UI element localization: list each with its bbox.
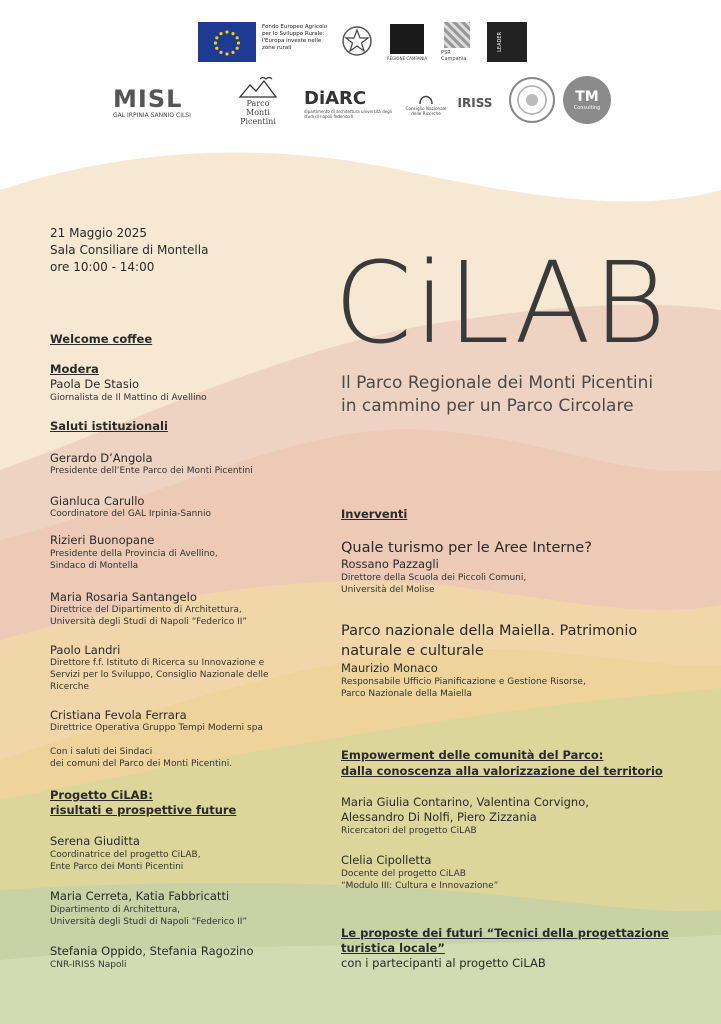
emblem-icon — [340, 24, 374, 60]
eu-stars-icon — [207, 27, 247, 57]
regione-label: REGIONE CAMPANIA — [386, 55, 428, 61]
psr-pattern-icon — [444, 22, 470, 48]
parco-word: Parco — [246, 98, 270, 108]
speaker-name: Maurizio Monaco — [341, 661, 438, 675]
psr-campania-logo — [441, 22, 473, 62]
empowerment-heading: Empowerment delle comunità del Parco: — [341, 748, 604, 762]
speaker-role: Direttrice Operativa Gruppo Tempi Moderni spa — [50, 723, 263, 733]
speaker-role: Direttrice del Dipartimento di Architettura, — [50, 605, 242, 615]
gal-logo — [113, 82, 213, 122]
speaker-role: Coordinatrice del progetto CiLAB, — [50, 850, 201, 860]
subtitle-line-2: in cammino per un Parco Circolare — [341, 396, 634, 416]
interventi-heading: Inverventi — [341, 507, 408, 521]
speaker-role: Università degli Studi di Napoli “Federico II” — [50, 917, 248, 927]
speaker-role: Università degli Studi di Napoli “Federico II” — [50, 617, 248, 627]
speaker-role: Università del Molise — [341, 585, 435, 595]
event-date: 21 Maggio 2025 — [50, 226, 148, 240]
proposte-heading: Le proposte dei futuri “Tecnici della progettazione — [341, 926, 669, 940]
subtitle-line-1: Il Parco Regionale dei Monti Picentini — [341, 373, 654, 393]
speaker-name: Rizieri Buonopane — [50, 533, 155, 547]
iriss-wordmark: IRISS — [457, 96, 493, 110]
iriss-logo — [452, 86, 498, 120]
speaker-role: Responsabile Ufficio Pianificazione e Gestione Risorse, — [341, 677, 586, 687]
event-venue: Sala Consiliare di Montella — [50, 243, 209, 257]
parco-picentini-word: Picentini — [240, 116, 276, 126]
speaker-role: Presidente della Provincia di Avellino, — [50, 549, 218, 559]
cnr-icon — [417, 90, 435, 106]
moderator-role: Giornalista de Il Mattino di Avellino — [50, 393, 207, 403]
cnr-label: Consiglio Nazionale delle Ricerche — [405, 106, 447, 116]
speaker-role: Docente del progetto CiLAB — [341, 869, 466, 879]
diarc-logo — [304, 84, 396, 124]
parco-monti-word: Monti — [246, 107, 270, 117]
welcome-coffee-heading: Welcome coffee — [50, 332, 153, 346]
modera-heading: Modera — [50, 362, 99, 376]
saluti-heading: Saluti istituzionali — [50, 419, 168, 433]
subtitle — [341, 372, 653, 418]
leader-label: LEADER — [497, 32, 503, 52]
proposte-heading: turistica locale” — [341, 941, 445, 955]
speaker-role: Parco Nazionale della Maiella — [341, 689, 472, 699]
speaker-name: Maria Rosaria Santangelo — [50, 590, 197, 604]
speaker-name: Stefania Oppido, Stefania Ragozino — [50, 944, 254, 958]
talk-title: Quale turismo per le Aree Interne? — [341, 540, 592, 556]
regione-shield-icon — [390, 24, 424, 54]
event-time: ore 10:00 - 14:00 — [50, 260, 155, 274]
speaker-name: Serena Giuditta — [50, 834, 140, 848]
gal-wordmark: MISL — [113, 84, 183, 113]
empowerment-heading: dalla conoscenza alla valorizzazione del territorio — [341, 764, 663, 778]
speaker-role: Coordinatore del GAL Irpinia-Sannio — [50, 509, 212, 519]
round-seal-logo — [508, 76, 556, 124]
speaker-name: Gianluca Carullo — [50, 494, 145, 508]
parco-monti-picentini-logo — [227, 72, 289, 128]
gal-subtitle: GAL IRPINIA SANNIO CILSI — [113, 111, 191, 119]
main-title: CiLAB — [334, 239, 669, 369]
diarc-wordmark: DiARC — [304, 88, 367, 109]
speaker-role: Servizi per lo Sviluppo, Consiglio Nazionale delle — [50, 670, 269, 680]
speaker-name: Gerardo D’Angola — [50, 451, 153, 465]
psr-label: PSR Campania — [441, 50, 467, 62]
talk-title: Parco nazionale della Maiella. Patrimonio — [341, 623, 638, 639]
seal-icon — [508, 76, 556, 124]
speaker-role: Ricercatori del progetto CiLAB — [341, 826, 477, 836]
speaker-name: Rossano Pazzagli — [341, 557, 439, 571]
speaker-role: Dipartimento di Architettura, — [50, 905, 181, 915]
tm-subtitle: Consulting — [573, 104, 601, 111]
speaker-name: Cristiana Fevola Ferrara — [50, 708, 187, 722]
proposte-note: con i partecipanti al progetto CiLAB — [341, 956, 546, 970]
sindaci-line: dei comuni del Parco dei Monti Picentini. — [50, 759, 233, 769]
speaker-name: Alessandro Di Nolfi, Piero Zizzania — [341, 810, 537, 824]
sindaci-line: Con i saluti dei Sindaci — [50, 747, 153, 757]
tm-consulting-logo — [563, 76, 611, 124]
speaker-role: Ente Parco dei Monti Picentini — [50, 862, 184, 872]
speaker-role: Presidente dell’Ente Parco dei Monti Picentini — [50, 466, 253, 476]
speaker-name: Clelia Cipolletta — [341, 853, 432, 867]
cnr-logo — [404, 84, 448, 122]
leader-logo — [487, 22, 527, 62]
speaker-name: Maria Cerreta, Katia Fabbricatti — [50, 889, 230, 903]
speaker-role: “Modulo III: Cultura e Innovazione” — [341, 881, 499, 891]
moderator-name: Paola De Stasio — [50, 377, 140, 391]
speaker-name: Maria Giulia Contarino, Valentina Corvigno, — [341, 795, 589, 809]
progetto-heading: risultati e prospettive future — [50, 803, 237, 817]
speaker-name: Paolo Landri — [50, 643, 121, 657]
talk-title: naturale e culturale — [341, 643, 484, 659]
speaker-role: Direttore f.f. Istituto di Ricerca su Innovazione e — [50, 658, 265, 668]
tm-wordmark: TM — [575, 88, 599, 105]
speaker-role: Direttore della Scuola dei Piccoli Comuni, — [341, 573, 527, 583]
feasr-text: Fondo Europeo Agricolo per lo Sviluppo Rurale: l'Europa investe nelle zone rurali — [262, 24, 328, 51]
italy-emblem-logo — [340, 24, 374, 60]
progetto-heading: Progetto CiLAB: — [50, 788, 153, 802]
speaker-role: Ricerche — [50, 682, 89, 692]
eu-flag-logo — [198, 22, 256, 62]
regione-campania-logo — [386, 22, 428, 62]
speaker-role: CNR-IRISS Napoli — [50, 960, 127, 970]
diarc-subtitle: dipartimento di architettura università degli studi di napoli federico II — [304, 109, 392, 119]
mountain-bird-icon — [238, 75, 278, 99]
speaker-role: Sindaco di Montella — [50, 561, 139, 571]
